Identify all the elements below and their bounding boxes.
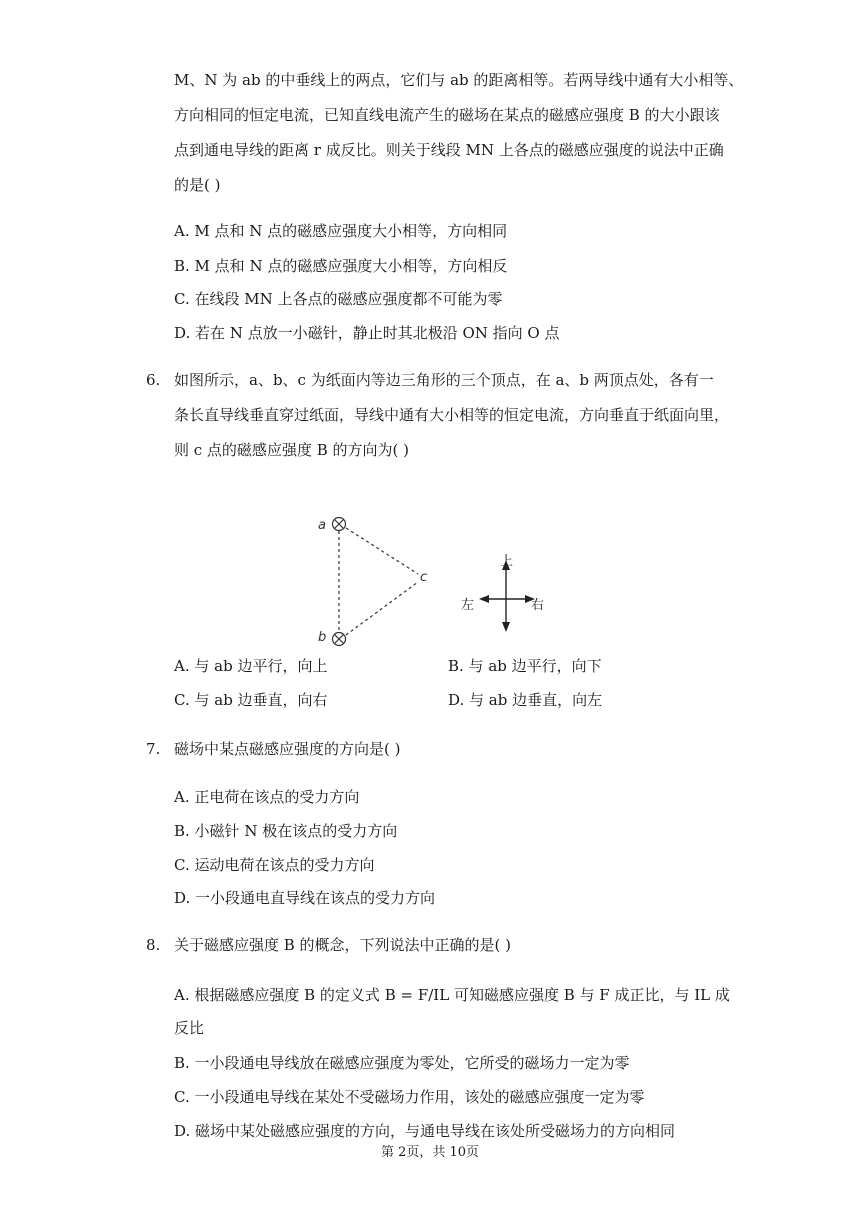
q5-option-a: A. M 点和 N 点的磁感应强度大小相等，方向相同	[174, 222, 508, 240]
q6-option-a: A. 与 ab 边平行，向上	[174, 657, 328, 675]
dir-right-label: 右	[531, 598, 545, 613]
arrow-down-icon	[502, 622, 510, 632]
q8-option-c: C. 一小段通电导线在某处不受磁场力作用，该处的磁感应强度一定为零	[174, 1088, 645, 1106]
q6-line-1: 如图所示，a、b、c 为纸面内等边三角形的三个顶点，在 a、b 两顶点处，各有一	[174, 371, 714, 389]
q5-line-2: 方向相同的恒定电流，已知直线电流产生的磁场在某点的磁感应强度 B 的大小跟该	[174, 106, 720, 124]
q7-number: 7.	[146, 740, 161, 758]
q7-line-1: 磁场中某点磁感应强度的方向是( )	[174, 740, 401, 758]
q7-option-a: A. 正电荷在该点的受力方向	[174, 788, 360, 806]
dir-left-label: 左	[461, 598, 475, 613]
q8-number: 8.	[146, 936, 161, 954]
q5-line-4: 的是( )	[174, 176, 221, 194]
arrow-left-icon	[479, 595, 489, 603]
label-c: c	[420, 570, 428, 585]
direction-compass-figure	[455, 548, 555, 638]
q5-option-d: D. 若在 N 点放一小磁针，静止时其北极沿 ON 指向 O 点	[174, 324, 560, 342]
q6-line-3: 则 c 点的磁感应强度 B 的方向为( )	[174, 441, 409, 459]
q7-option-b: B. 小磁针 N 极在该点的受力方向	[174, 822, 398, 840]
q8-option-a: A. 根据磁感应强度 B 的定义式 B = F/IL 可知磁感应强度 B 与 F 成正比，与 IL 成	[174, 986, 730, 1004]
q7-option-d: D. 一小段通电直导线在该点的受力方向	[174, 889, 436, 907]
wire-a-into-page-icon	[333, 518, 346, 531]
q7-option-c: C. 运动电荷在该点的受力方向	[174, 856, 375, 874]
edge-ac	[346, 528, 418, 574]
page-footer: 第 2页，共 10页	[380, 1145, 480, 1160]
q6-line-2: 条长直导线垂直穿过纸面，导线中通有大小相等的恒定电流，方向垂直于纸面向里，	[174, 406, 730, 424]
q6-triangle-figure	[310, 508, 440, 653]
q5-option-b: B. M 点和 N 点的磁感应强度大小相等，方向相反	[174, 257, 508, 275]
q8-option-d: D. 磁场中某处磁感应强度的方向，与通电导线在该处所受磁场力的方向相同	[174, 1122, 676, 1140]
q6-number: 6.	[146, 371, 161, 389]
label-a: a	[318, 518, 326, 533]
edge-bc	[346, 582, 418, 635]
q5-line-3: 点到通电导线的距离 r 成反比。则关于线段 MN 上各点的磁感应强度的说法中正确	[174, 141, 724, 159]
q8-option-a-cont: 反比	[174, 1019, 205, 1037]
q8-option-b: B. 一小段通电导线放在磁感应强度为零处，它所受的磁场力一定为零	[174, 1054, 630, 1072]
q6-option-b: B. 与 ab 边平行，向下	[448, 657, 602, 675]
q8-line-1: 关于磁感应强度 B 的概念，下列说法中正确的是( )	[174, 936, 512, 954]
dir-up-label: 上	[500, 554, 514, 569]
q5-option-c: C. 在线段 MN 上各点的磁感应强度都不可能为零	[174, 290, 503, 308]
q6-option-d: D. 与 ab 边垂直，向左	[448, 691, 603, 709]
wire-b-into-page-icon	[333, 633, 346, 646]
q5-line-1: M、N 为 ab 的中垂线上的两点，它们与 ab 的距离相等。若两导线中通有大小相等、	[174, 71, 744, 89]
q6-option-c: C. 与 ab 边垂直，向右	[174, 691, 328, 709]
label-b: b	[318, 630, 327, 645]
